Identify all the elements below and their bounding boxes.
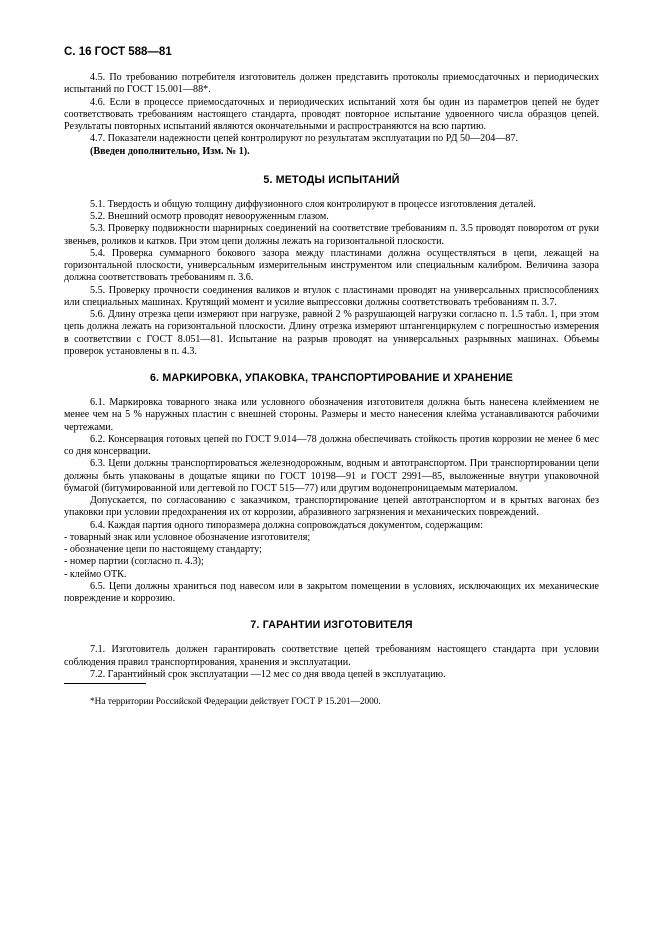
paragraph-5-3: 5.3. Проверку подвижности шарнирных соединений на соответствие требованиям п. 3.5 проводят поворотом от руки звеньев, роликов и катков. При этом цепи должны лежать на горизонтальной плоскости. [64,223,599,247]
paragraph-6-1: 6.1. Маркировка товарного знака или условного обозначения изготовителя должна быть нанесена клеймением не менее чем на 5 % наружных пластин с внешней стороны. Размеры и место нанесения клейма устанавливаются рабочими чертежами. [64,397,599,433]
list-item: - обозначение цепи по настоящему стандарту; [64,544,262,555]
paragraph-5-5: 5.5. Проверку прочности соединения валиков и втулок с пластинами проводят на универсальных приспособлениях или специальных машинах. Крутящий момент и усилие выпрессовки должны соответствовать требованиям п. 3.7. [64,284,599,308]
list-item: - товарный знак или условное обозначение изготовителя; [64,531,311,543]
footnote-divider [64,683,146,684]
footnote: *На территории Российской Федерации действует ГОСТ Р 15.201—2000. [90,697,381,707]
paragraph-7-2: 7.2. Гарантийный срок эксплуатации —12 мес со дня ввода цепей в эксплуатацию. [90,668,446,680]
section-6-title: 6. МАРКИРОВКА, УПАКОВКА, ТРАНСПОРТИРОВАНИЕ И ХРАНЕНИЕ [149,372,514,384]
page-header: С. 16 ГОСТ 588—81 [64,46,172,58]
paragraph-5-1: 5.1. Твердость и общую толщину диффузионного слоя контролируют в процессе изготовления деталей. [90,198,536,210]
paragraph-5-6: 5.6. Длину отрезка цепи измеряют при нагрузке, равной 2 % разрушающей нагрузки согласно п. 1.5 табл. 1, при этом цепь должна лежать на горизонтальной плоскости. Длину отрезка измеряют штангенциркулем с погрешностью измерения в соответствии с ГОСТ 8.051—81. Испытание на разрыв проводят на универсальных разрывных машинах. Объемы проверок установлены в п. 4.3. [64,309,599,357]
paragraph-4-6: 4.6. Если в процессе приемосдаточных и периодических испытаний хотя бы один из параметров цепей не будет соответствовать требованиям настоящего стандарта, проводят повторное испытание удвоенного числа образцов цепей. Результаты повторных испытаний являются окончательными и распространяются на всю партию. [64,96,599,132]
paragraph-5-2: 5.2. Внешний осмотр проводят невооруженным глазом. [90,211,329,222]
list-item: - клеймо ОТК. [64,568,127,580]
section-5-title: 5. МЕТОДЫ ИСПЫТАНИЙ [263,173,400,186]
amendment-note: (Введен дополнительно, Изм. № 1). [90,145,250,157]
paragraph-6-3: 6.3. Цепи должны транспортироваться железнодорожным, водным и автотранспортом. При транспортировании цепи должны быть упакованы в дощатые ящики по ГОСТ 10198—91 и ГОСТ 2991—85, выложенные внутри упаковочной бумагой (битумированной или дегтевой по ГОСТ 515—77) или другим водонепроницаемым материалом. [64,458,599,494]
list-item: - номер партии (согласно п. 4.3); [64,556,204,568]
paragraph-5-4: 5.4. Проверка суммарного бокового зазора между пластинами должна осуществляться в цепи, лежащей на горизонтальной плоскости, универсальным измерительным инструментом или специальным калибром. Величина зазора должна соответствовать требованиям п. 3.6. [64,247,599,284]
paragraph-4-7: 4.7. Показатели надежности цепей контролируют по результатам эксплуатации по РД 50—204—87. [90,133,519,145]
paragraph-7-1: 7.1. Изготовитель должен гарантировать соответствие цепей требованиям настоящего стандарта при условии соблюдения правил транспортирования, хранения и эксплуатации. [64,644,599,668]
paragraph-4-5: 4.5. По требованию потребителя изготовитель должен представить протоколы приемосдаточных и периодических испытаний по ГОСТ 15.001—88*. [64,72,599,96]
paragraph-6-5: 6.5. Цепи должны храниться под навесом или в закрытом помещении в условиях, исключающих их механические повреждение и коррозию. [64,580,599,604]
paragraph-6-4: 6.4. Каждая партия одного типоразмера должна сопровождаться документом, содержащим: [90,519,484,531]
paragraph-6-2: 6.2. Консервация готовых цепей по ГОСТ 9.014—78 должна обеспечивать стойкость против коррозии не менее 6 мес со дня консервации. [64,433,599,457]
section-7-title: 7. ГАРАНТИИ ИЗГОТОВИТЕЛЯ [250,619,413,632]
document-body [64,72,599,708]
paragraph-6-3-allowance: Допускается, по согласованию с заказчиком, транспортирование цепей автотранспортом и в крытых вагонах без упаковки при условии предохранения их от коррозии, абразивного загрязнения и механических повреждений. [64,495,599,519]
